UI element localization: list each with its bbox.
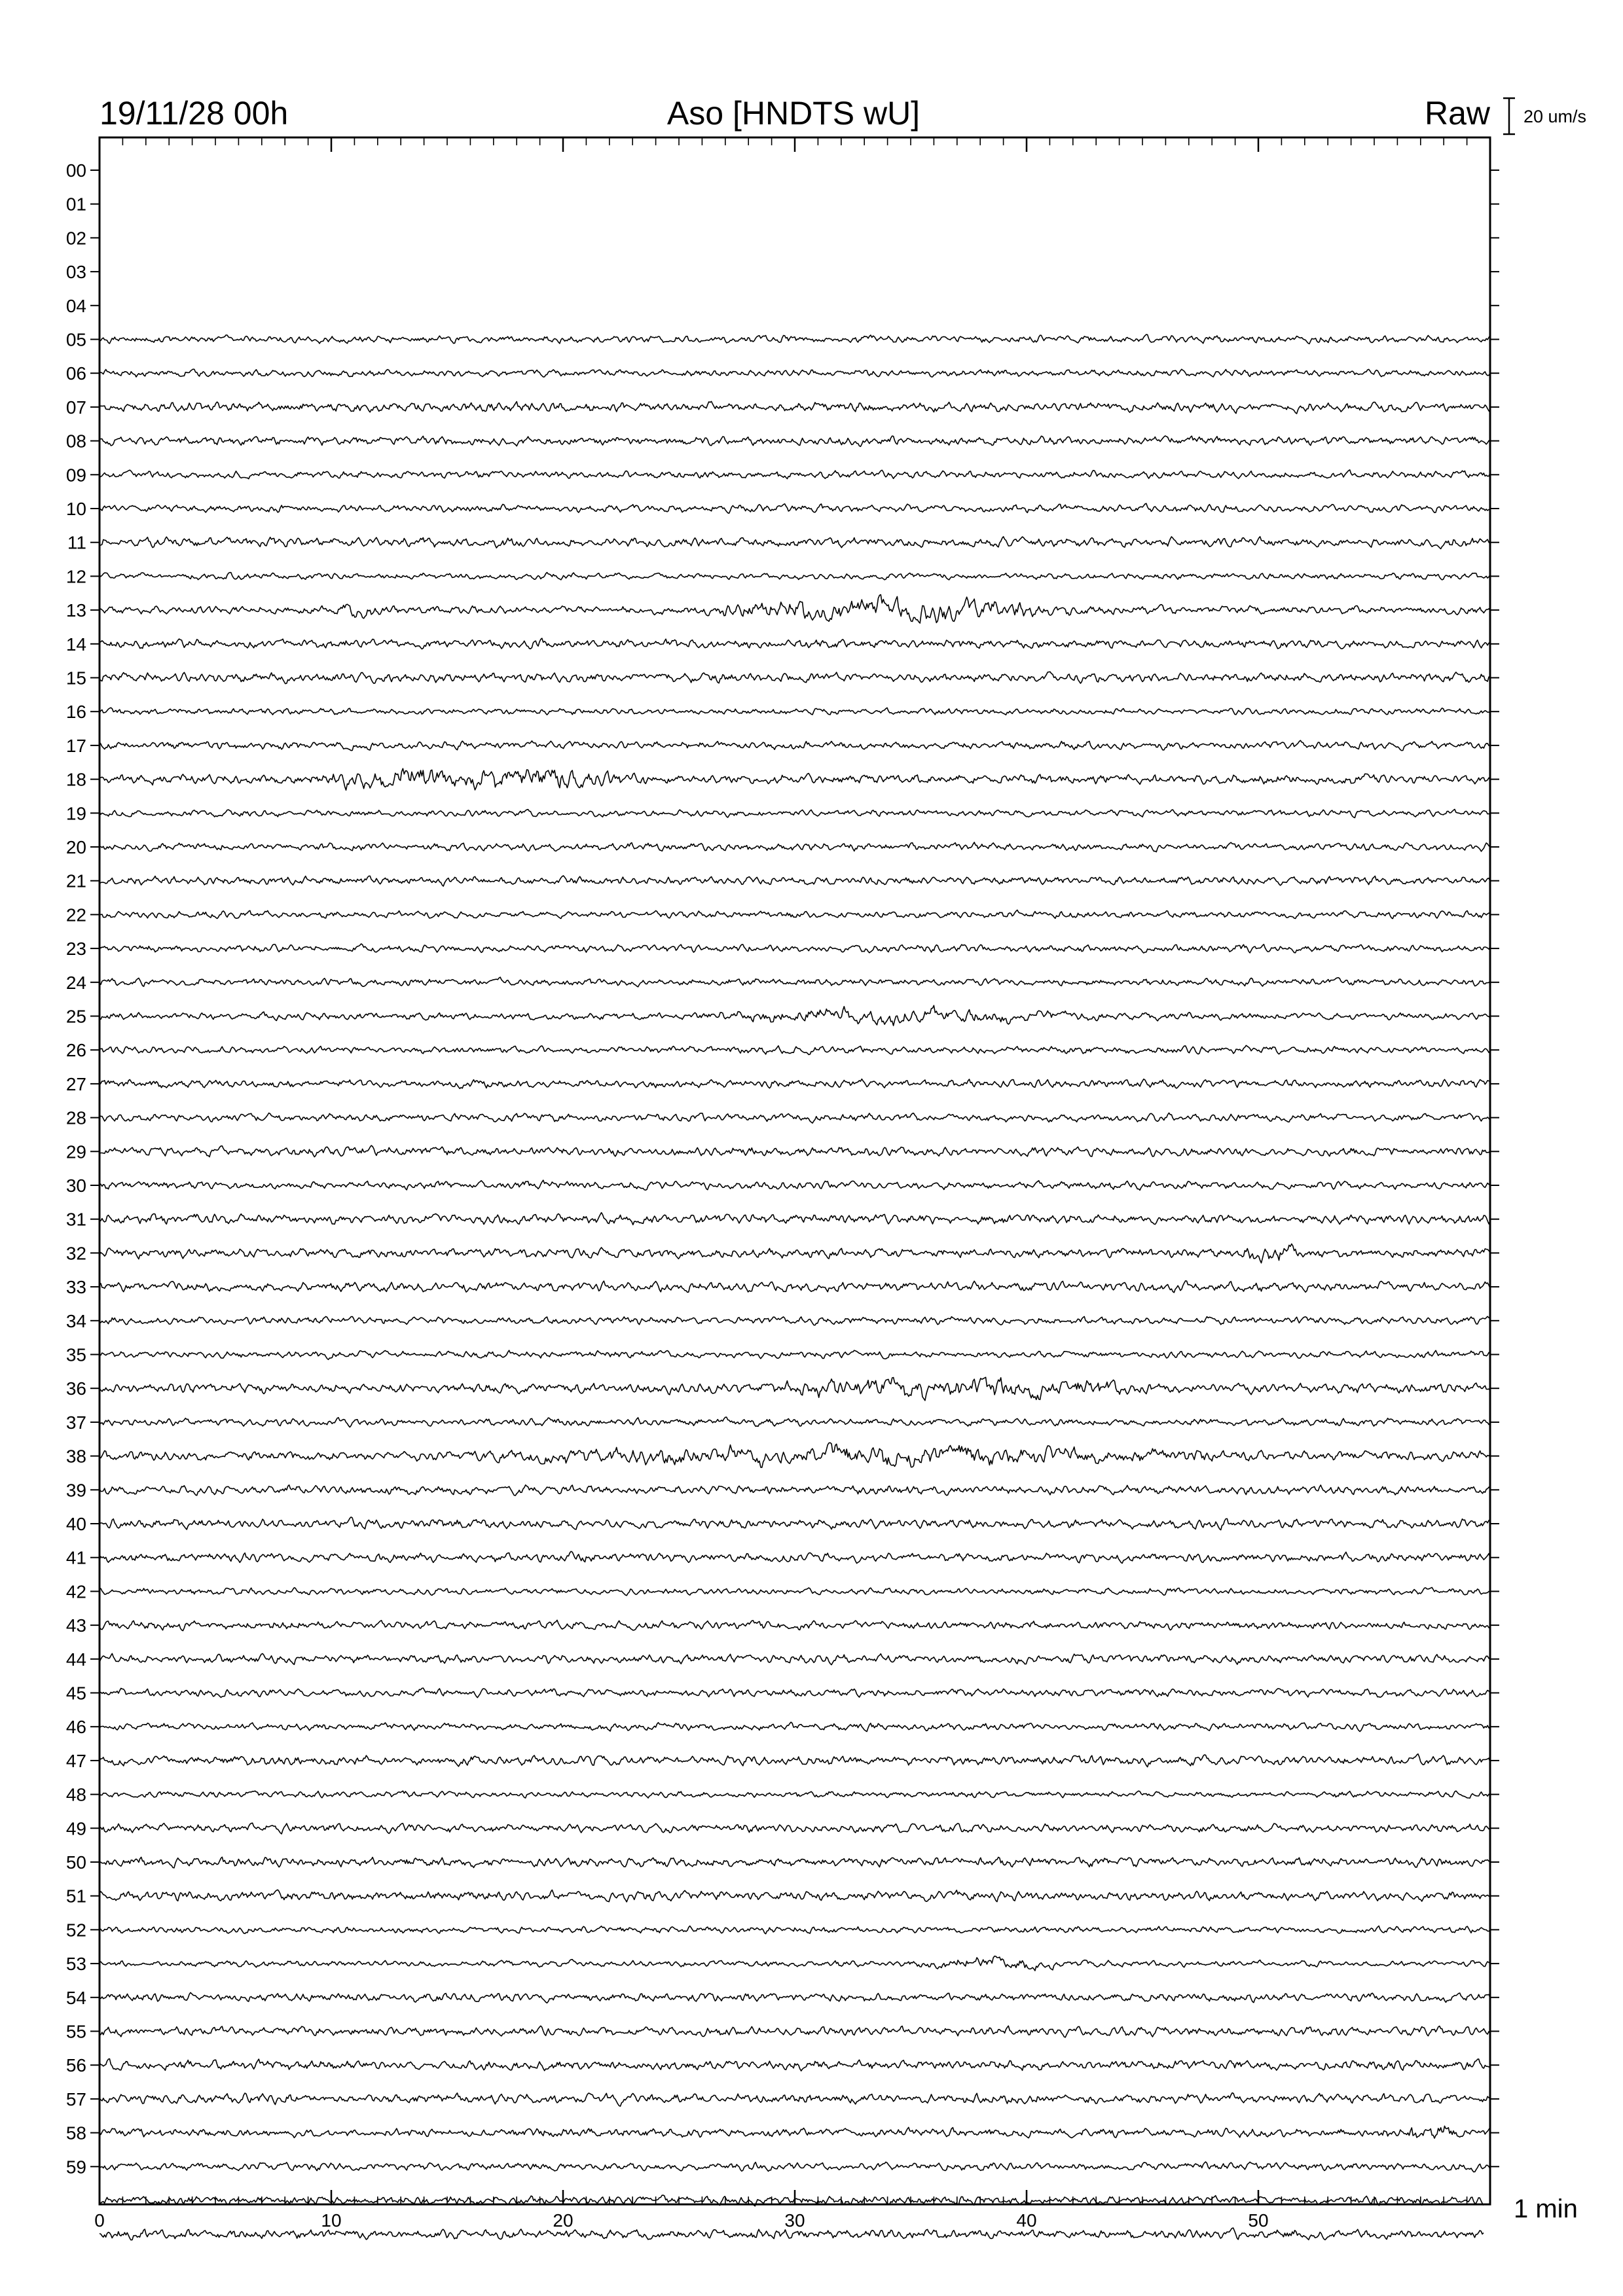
row-label: 52 bbox=[65, 1920, 86, 1941]
chart-title: Aso [HNDTS wU] bbox=[666, 95, 921, 132]
x-tick-label: 40 bbox=[1016, 2210, 1037, 2231]
row-label: 21 bbox=[65, 870, 86, 891]
row-label: 19 bbox=[65, 803, 86, 824]
trace-line bbox=[100, 1754, 1490, 1767]
trace-line bbox=[100, 2162, 1490, 2172]
trace-line bbox=[100, 1213, 1490, 1225]
row-label: 58 bbox=[65, 2123, 86, 2144]
trace-line bbox=[100, 768, 1490, 790]
x-tick-label: 30 bbox=[784, 2210, 805, 2231]
trace-line bbox=[100, 537, 1490, 549]
row-label: 45 bbox=[65, 1683, 86, 1704]
row-label: 24 bbox=[65, 972, 86, 993]
trace-line bbox=[100, 1079, 1490, 1089]
trace-line bbox=[100, 470, 1490, 479]
x-tick-label: 20 bbox=[553, 2210, 574, 2231]
trace-line bbox=[100, 2093, 1490, 2107]
trace-line bbox=[100, 1417, 1490, 1427]
row-label: 37 bbox=[65, 1412, 86, 1433]
row-label: 12 bbox=[65, 566, 86, 587]
trace-line bbox=[100, 1722, 1490, 1731]
trace-line bbox=[100, 876, 1490, 886]
seismic-traces bbox=[100, 334, 1490, 2240]
row-label: 41 bbox=[65, 1547, 86, 1568]
trace-line bbox=[100, 842, 1490, 852]
trace-line bbox=[100, 1857, 1490, 1868]
trace-line bbox=[100, 334, 1490, 344]
trace-line bbox=[100, 1823, 1490, 1834]
trace-line bbox=[100, 740, 1490, 750]
tick-marks bbox=[90, 137, 1499, 2204]
row-label: 13 bbox=[65, 600, 86, 621]
trace-line bbox=[100, 1443, 1490, 1467]
row-labels bbox=[66, 160, 86, 2177]
row-label: 55 bbox=[65, 2021, 86, 2042]
trace-line bbox=[100, 573, 1490, 580]
row-label: 08 bbox=[65, 431, 86, 452]
trace-line bbox=[100, 977, 1490, 987]
row-label: 34 bbox=[65, 1310, 86, 1331]
row-label: 00 bbox=[65, 160, 86, 181]
trace-line bbox=[100, 1992, 1490, 2003]
trace-line bbox=[100, 1113, 1490, 1123]
date-label: 19/11/28 00h bbox=[100, 95, 289, 132]
row-label: 25 bbox=[65, 1006, 86, 1027]
trace-line bbox=[100, 810, 1490, 818]
row-label: 50 bbox=[65, 1852, 86, 1873]
row-label: 30 bbox=[65, 1175, 86, 1196]
row-label: 07 bbox=[65, 397, 86, 418]
trace-line bbox=[100, 369, 1490, 377]
row-label: 56 bbox=[65, 2055, 86, 2076]
mode-label: Raw bbox=[1424, 95, 1490, 132]
trace-line bbox=[100, 1377, 1490, 1401]
row-label: 16 bbox=[65, 702, 86, 723]
trace-line bbox=[100, 1517, 1490, 1530]
trace-line bbox=[100, 1620, 1490, 1630]
trace-line bbox=[100, 638, 1490, 649]
trace-line bbox=[100, 910, 1490, 918]
row-label: 18 bbox=[65, 769, 86, 790]
trace-line bbox=[100, 2126, 1490, 2138]
plot-frame bbox=[100, 137, 1490, 2204]
row-label: 32 bbox=[65, 1243, 86, 1264]
trace-line bbox=[100, 436, 1490, 446]
row-label: 20 bbox=[65, 837, 86, 857]
trace-line bbox=[100, 1281, 1490, 1293]
row-label: 49 bbox=[65, 1818, 86, 1839]
row-label: 57 bbox=[65, 2089, 86, 2109]
row-label: 51 bbox=[65, 1886, 86, 1907]
trace-line bbox=[100, 1145, 1490, 1157]
row-label: 42 bbox=[65, 1581, 86, 1602]
row-label: 28 bbox=[65, 1107, 86, 1128]
row-label: 31 bbox=[65, 1209, 86, 1230]
trace-line bbox=[100, 1551, 1490, 1563]
row-label: 38 bbox=[65, 1446, 86, 1467]
trace-line bbox=[100, 1316, 1490, 1325]
row-label: 14 bbox=[65, 634, 86, 655]
row-label: 09 bbox=[65, 465, 86, 486]
row-label: 35 bbox=[65, 1344, 86, 1365]
trace-line bbox=[100, 1587, 1490, 1595]
row-label: 17 bbox=[65, 735, 86, 756]
trace-line bbox=[100, 401, 1490, 414]
row-label: 26 bbox=[65, 1040, 86, 1061]
row-label: 39 bbox=[65, 1480, 86, 1501]
row-label: 15 bbox=[65, 668, 86, 689]
row-label: 05 bbox=[65, 329, 86, 350]
trace-line bbox=[100, 1244, 1490, 1263]
row-label: 47 bbox=[65, 1750, 86, 1771]
trace-line bbox=[100, 1791, 1490, 1798]
row-label: 54 bbox=[65, 1987, 86, 2008]
x-axis-unit-label: 1 min bbox=[1514, 2195, 1578, 2223]
row-label: 23 bbox=[65, 939, 86, 960]
trace-line bbox=[100, 1005, 1490, 1026]
trace-line bbox=[100, 1688, 1490, 1698]
trace-line bbox=[100, 1890, 1490, 1901]
row-label: 33 bbox=[65, 1277, 86, 1298]
trace-line bbox=[100, 503, 1490, 513]
trace-line bbox=[100, 1180, 1490, 1190]
row-label: 53 bbox=[65, 1954, 86, 1975]
trace-line bbox=[100, 944, 1490, 953]
trace-line bbox=[100, 2026, 1490, 2037]
trace-line bbox=[100, 708, 1490, 715]
row-label: 06 bbox=[65, 363, 86, 384]
row-label: 11 bbox=[67, 532, 86, 553]
row-label: 40 bbox=[65, 1514, 86, 1534]
trace-line bbox=[100, 1350, 1490, 1359]
row-label: 03 bbox=[65, 262, 86, 283]
trace-line bbox=[100, 1045, 1490, 1054]
row-label: 48 bbox=[65, 1784, 86, 1805]
row-label: 10 bbox=[65, 499, 86, 519]
row-label: 46 bbox=[65, 1717, 86, 1738]
amplitude-scale-bar bbox=[1503, 98, 1515, 134]
row-label: 04 bbox=[65, 295, 86, 316]
row-label: 36 bbox=[65, 1378, 86, 1399]
trace-line bbox=[100, 595, 1490, 624]
row-label: 02 bbox=[65, 228, 86, 249]
row-label: 01 bbox=[65, 194, 86, 215]
x-tick-label: 10 bbox=[321, 2210, 342, 2231]
scale-label: 20 um/s bbox=[1523, 107, 1587, 126]
row-label: 44 bbox=[65, 1649, 86, 1670]
row-label: 22 bbox=[65, 905, 86, 925]
trace-line bbox=[100, 2059, 1490, 2072]
trace-line bbox=[100, 672, 1490, 683]
x-tick-labels bbox=[94, 2210, 1268, 2231]
row-label: 59 bbox=[65, 2157, 86, 2178]
trace-line bbox=[100, 1653, 1490, 1664]
x-tick-label: 0 bbox=[94, 2210, 105, 2231]
trace-line bbox=[100, 1485, 1490, 1496]
trace-line bbox=[100, 1956, 1490, 1971]
row-label: 43 bbox=[65, 1615, 86, 1636]
row-label: 29 bbox=[65, 1141, 86, 1162]
row-label: 27 bbox=[65, 1073, 86, 1094]
trace-line bbox=[100, 1926, 1490, 1934]
x-tick-label: 50 bbox=[1248, 2210, 1269, 2231]
